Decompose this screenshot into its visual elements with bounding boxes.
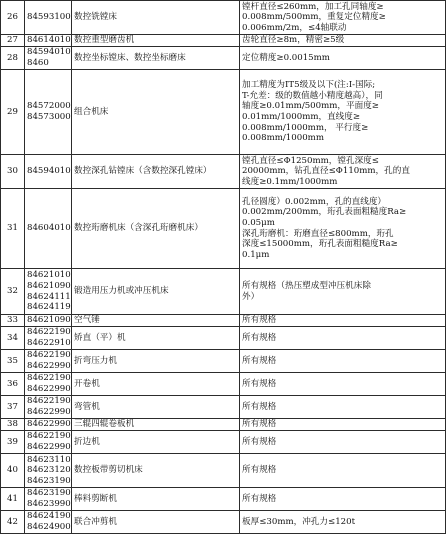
tariff-code: 84614010 xyxy=(27,35,71,46)
row-number: 27 xyxy=(1,35,25,47)
table-row xyxy=(1,189,446,269)
table-row xyxy=(1,419,446,431)
tariff-code-cell xyxy=(25,35,72,47)
product-name: 数控板带剪切机床 xyxy=(72,454,240,488)
tariff-code: 8460 xyxy=(27,58,49,68)
specification-line: 20000mm，钻孔直径≤Φ110mm，孔的直 xyxy=(242,166,410,177)
specification-line: 所有规格（热压塑成型冲压机床除 xyxy=(242,280,371,291)
specification-line: 深度≤15000mm，珩孔表面粗糙度Ra≥ xyxy=(242,239,398,250)
tariff-code: 84623990 xyxy=(27,499,71,509)
specification-line: 所有规格 xyxy=(242,465,277,476)
tariff-code: 84621090 xyxy=(27,315,71,326)
tariff-code-cell xyxy=(25,454,72,488)
specification-line: 所有规格 xyxy=(242,315,277,326)
table-row xyxy=(1,511,446,534)
specification-line: 所有规格 xyxy=(242,355,277,366)
specification-line: 加工精度为IT5级及以下(注:I-国际; xyxy=(242,80,376,91)
tariff-code: 84622190 xyxy=(27,396,71,407)
tariff-code: 84624900 xyxy=(27,522,71,532)
tariff-code-cell xyxy=(25,350,72,373)
row-number: 35 xyxy=(1,350,25,373)
specification-line: 所有规格 xyxy=(242,401,277,412)
table-row xyxy=(1,155,446,189)
specification-line: T-允差：级的数值越小精度越高），同 xyxy=(242,90,383,101)
specification-line: 线度≥0.1mm/1000mm xyxy=(242,176,338,187)
row-number: 38 xyxy=(1,419,25,431)
row-number: 26 xyxy=(1,1,25,35)
tariff-code: 84573000 xyxy=(27,112,71,122)
tariff-code: 84594010 xyxy=(27,47,71,58)
specification-cell xyxy=(240,419,446,431)
tariff-code: 84622190 xyxy=(27,431,71,442)
specification-line: 0.1μm xyxy=(242,249,270,260)
tariff-code: 84622990 xyxy=(27,384,71,394)
tariff-code: 84622190 xyxy=(27,327,71,338)
product-name: 数控铣镗床 xyxy=(72,1,240,35)
specification-cell xyxy=(240,350,446,373)
specification-line: 所有规格 xyxy=(242,493,277,504)
specification-cell xyxy=(240,47,446,70)
tariff-code-cell xyxy=(25,315,72,327)
table-row xyxy=(1,35,446,47)
tariff-code-cell xyxy=(25,488,72,511)
specification-cell xyxy=(240,155,446,189)
tariff-code-cell xyxy=(25,396,72,419)
specification-line: 所有规格 xyxy=(242,419,277,430)
tariff-code-cell xyxy=(25,47,72,70)
table-row xyxy=(1,488,446,511)
product-name: 三辊四辊卷板机 xyxy=(72,419,240,431)
tariff-code-cell xyxy=(25,511,72,534)
product-name: 矫直（平）机 xyxy=(72,327,240,350)
tariff-code: 84623190 xyxy=(27,475,71,486)
specification-cell xyxy=(240,70,446,155)
specification-line: 外） xyxy=(242,291,260,302)
specification-cell xyxy=(240,488,446,511)
tariff-code: 84622990 xyxy=(27,442,71,452)
table-row xyxy=(1,396,446,419)
specification-cell xyxy=(240,431,446,454)
table-row xyxy=(1,431,446,454)
specification-cell xyxy=(240,35,446,47)
tariff-code: 84622190 xyxy=(27,350,71,361)
specification-cell xyxy=(240,511,446,534)
table-body xyxy=(1,1,446,534)
tariff-code: 84622990 xyxy=(27,407,71,417)
specification-line: 定位精度≥0.0015mm xyxy=(242,52,330,63)
tariff-code: 84624190 xyxy=(27,511,71,522)
tariff-code-cell xyxy=(25,70,72,155)
tariff-code: 84621010 xyxy=(27,270,71,281)
specification-cell xyxy=(240,189,446,269)
specification-line: 轴度≥0.01mm/500mm，平面度≥ xyxy=(242,101,379,112)
specification-cell xyxy=(240,315,446,327)
tariff-code-cell xyxy=(25,373,72,396)
specification-line: 深孔珩磨机：珩磨直径≤800mm，珩孔 xyxy=(242,228,394,239)
tariff-code-cell xyxy=(25,431,72,454)
specification-line: 0.002mm/200mm，珩孔表面粗糙度Ra≥ xyxy=(242,207,407,218)
specification-cell xyxy=(240,396,446,419)
specification-line: 0.008mm/1000mm xyxy=(242,133,324,144)
table-row xyxy=(1,47,446,70)
specification-line: 所有规格 xyxy=(242,436,277,447)
tariff-code: 84622990 xyxy=(27,361,71,371)
table-row xyxy=(1,315,446,327)
product-name: 折边机 xyxy=(72,431,240,454)
tariff-code-cell xyxy=(25,269,72,315)
product-name: 数控深孔钻镗床（含数控深孔镗床） xyxy=(72,155,240,189)
row-number: 42 xyxy=(1,511,25,534)
tariff-code: 84624119 xyxy=(27,302,71,313)
tariff-code: 84622990 xyxy=(27,419,71,430)
tariff-code: 84623120 xyxy=(27,465,71,476)
row-number: 40 xyxy=(1,454,25,488)
row-number: 41 xyxy=(1,488,25,511)
row-number: 34 xyxy=(1,327,25,350)
product-name: 数控坐标镗床、数控坐标磨床 xyxy=(72,47,240,70)
specification-line: 所有规格 xyxy=(242,378,277,389)
specification-line: 板厚≤30mm，冲孔力≤120t xyxy=(242,516,356,527)
specification-line: 0.008mm/1000mm， 平行度≥ xyxy=(242,122,369,133)
table-row xyxy=(1,454,446,488)
table-row xyxy=(1,373,446,396)
table-row xyxy=(1,350,446,373)
product-name: 折弯压力机 xyxy=(72,350,240,373)
product-name: 联合冲剪机 xyxy=(72,511,240,534)
specification-line: 0.01mm/1000mm，直线度≥ xyxy=(242,112,361,122)
specification-cell xyxy=(240,373,446,396)
row-number: 30 xyxy=(1,155,25,189)
product-name: 棒料剪断机 xyxy=(72,488,240,511)
product-name: 弯管机 xyxy=(72,396,240,419)
tariff-code: 84622190 xyxy=(27,373,71,384)
product-name: 锻造用压力机或冲压机床 xyxy=(72,269,240,315)
tariff-code: 84572000 xyxy=(27,101,71,112)
tariff-code-cell xyxy=(25,419,72,431)
specification-cell xyxy=(240,454,446,488)
product-name: 数控珩磨机床（含深孔珩磨机床） xyxy=(72,189,240,269)
specification-line: 0.008mm/500mm，重复定位精度≥ xyxy=(242,12,386,23)
specification-cell xyxy=(240,1,446,35)
product-name: 开卷机 xyxy=(72,373,240,396)
specification-line: 孔径圆度）0.002mm，孔的直线度） xyxy=(242,196,387,207)
tariff-code-cell xyxy=(25,1,72,35)
specification-cell xyxy=(240,327,446,350)
tariff-code-cell xyxy=(25,189,72,269)
tariff-code: 84621090 xyxy=(27,280,71,291)
row-number: 29 xyxy=(1,70,25,155)
specification-line: 0.006mm/2m，≤4轴联动 xyxy=(242,22,347,33)
specification-line: 0.05μm xyxy=(242,217,275,228)
specification-line: 镗孔直径≤Φ1250mm，镗孔深度≤ xyxy=(242,155,379,166)
table-row xyxy=(1,327,446,350)
row-number: 37 xyxy=(1,396,25,419)
product-name: 空气锤 xyxy=(72,315,240,327)
tariff-code: 84622910 xyxy=(27,338,71,348)
tariff-code: 84623110 xyxy=(27,454,71,465)
row-number: 36 xyxy=(1,373,25,396)
tariff-code: 84624111 xyxy=(27,291,71,302)
row-number: 31 xyxy=(1,189,25,269)
specification-line: 齿轮直径≥8m，精密≥5级 xyxy=(242,35,345,46)
table-row xyxy=(1,70,446,155)
tariff-code: 84604010 xyxy=(27,223,71,234)
tariff-code: 84623190 xyxy=(27,488,71,499)
row-number: 39 xyxy=(1,431,25,454)
table-row xyxy=(1,1,446,35)
product-name: 数控重型磨齿机 xyxy=(72,35,240,47)
tariff-code-cell xyxy=(25,155,72,189)
specification-line: 镗杆直径≤260mm，加工孔同轴度≥ xyxy=(242,1,384,12)
specification-cell xyxy=(240,269,446,315)
row-number: 32 xyxy=(1,269,25,315)
row-number: 28 xyxy=(1,47,25,70)
tariff-code-cell xyxy=(25,327,72,350)
tariff-code: 84594010 xyxy=(27,166,71,177)
product-name: 组合机床 xyxy=(72,70,240,155)
specification-line: 所有规格 xyxy=(242,332,277,343)
row-number: 33 xyxy=(1,315,25,327)
tariff-code: 84593100 xyxy=(27,12,71,23)
table-row xyxy=(1,269,446,315)
